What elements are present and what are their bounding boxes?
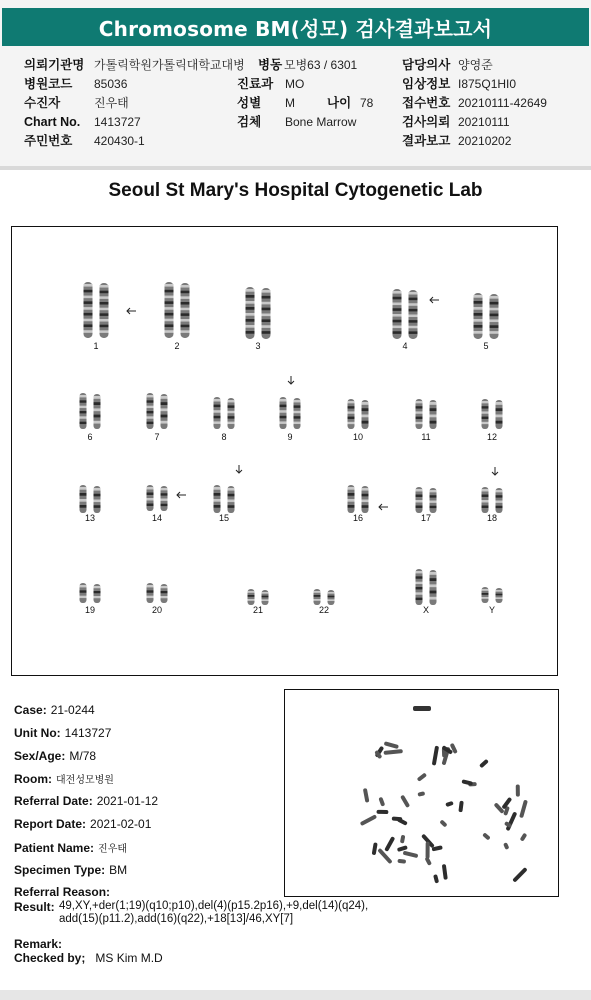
- chromosome-pair: [228, 398, 235, 429]
- chromosome-pair: [416, 569, 423, 605]
- report-title-bar: [2, 8, 589, 46]
- abnormality-arrow-icon: [492, 467, 498, 475]
- referral-date-line: [14, 794, 158, 808]
- info-value: 가톨릭학원가톨릭대학교대병: [94, 58, 245, 72]
- chromosome-label: 18: [486, 513, 498, 523]
- chromosome-pair: [165, 282, 174, 338]
- chromosome-label: 4: [402, 341, 408, 351]
- chromosome-pair: [94, 394, 101, 429]
- chromosome-pair: [161, 394, 168, 429]
- chromosome-label: 7: [154, 432, 160, 442]
- chromosome-label: 8: [221, 432, 227, 442]
- chromosome-label: 14: [151, 513, 163, 523]
- chromosome-pair: [161, 486, 168, 511]
- info-value: Bone Marrow: [285, 115, 357, 129]
- abnormality-arrow-icon: [236, 465, 242, 473]
- info-label: 접수번호: [402, 96, 451, 110]
- chromosome-label: 6: [87, 432, 93, 442]
- referral-reason-label: Referral Reason:: [14, 885, 111, 899]
- info-label: 수진자: [24, 96, 61, 110]
- chromosome-pair: [80, 485, 87, 513]
- report-date-value: 2021-02-01: [90, 817, 152, 831]
- chromosome-label: 22: [318, 605, 330, 615]
- chromosome-pair: [393, 289, 402, 339]
- info-label: Chart No.: [24, 115, 81, 129]
- age-label: 나이: [327, 96, 352, 110]
- chromosome-pair: [147, 393, 154, 429]
- info-value: 모병63 / 6301: [284, 58, 358, 72]
- chromosome-label: 20: [151, 605, 163, 615]
- chromosome-label: 10: [352, 432, 364, 442]
- info-row: [0, 74, 591, 94]
- metaphase-chromosomes: [360, 706, 528, 883]
- chromosome-label: 17: [420, 513, 432, 523]
- info-value: 20210202: [458, 134, 512, 148]
- info-value: 20210111: [458, 115, 510, 129]
- chromosome-label: 5: [483, 341, 489, 351]
- karyogram-panel: [11, 226, 558, 676]
- report-title: Chromosome BM(성모) 검사결과보고서: [98, 16, 493, 41]
- info-value: M: [285, 96, 295, 110]
- chromosome-pair: [430, 570, 437, 605]
- info-value: MO: [285, 77, 305, 91]
- referral-reason-line: [14, 885, 114, 899]
- chromosome-pair: [496, 488, 503, 513]
- unit-line: [14, 726, 111, 740]
- chromosome-pair: [416, 399, 423, 429]
- chromosome-label: 11: [421, 432, 431, 442]
- info-label: 성별: [237, 96, 262, 110]
- info-label: 담당의사: [402, 58, 451, 72]
- chromosome-label: 12: [486, 432, 498, 442]
- karyogram-image: [12, 227, 557, 675]
- remark-line: [14, 937, 66, 951]
- chromosome-pair: [262, 288, 271, 339]
- chromosome-pair: [416, 487, 423, 513]
- chromosome-pair: [80, 393, 87, 429]
- case-value: 21-0244: [50, 703, 95, 717]
- chromosome-label: X: [422, 605, 430, 615]
- patient-line: [14, 840, 127, 855]
- info-label: 병원코드: [24, 77, 73, 91]
- chromosome-pair: [348, 485, 355, 513]
- chromosome-pair: [430, 400, 437, 429]
- chromosome-label: 9: [287, 432, 293, 442]
- chromosome-pair: [248, 589, 255, 605]
- specimen-line: [14, 863, 127, 877]
- info-row: [0, 112, 591, 132]
- chromosome-pair: [262, 590, 269, 605]
- info-label: 결과보고: [402, 134, 451, 148]
- chromosome-label: 15: [218, 513, 230, 523]
- chromosome-label: 16: [352, 513, 364, 523]
- info-value: 85036: [94, 77, 128, 91]
- chromosome-pair: [80, 583, 87, 603]
- room-label: Room:: [14, 772, 52, 786]
- remark-label: Remark:: [14, 937, 63, 951]
- chromosome-label: 1: [93, 341, 99, 351]
- chromosome-pair: [328, 590, 335, 605]
- info-value: 진우태: [94, 96, 129, 110]
- lab-title: Seoul St Mary's Hospital Cytogenetic Lab: [108, 180, 483, 201]
- unit-label: Unit No:: [14, 726, 61, 740]
- chromosome-label: 21: [252, 605, 264, 615]
- report-date-line: [14, 817, 151, 831]
- info-value: 420430-1: [94, 134, 145, 148]
- unit-value: 1413727: [64, 726, 112, 740]
- chromosome-pair: [246, 287, 255, 339]
- chromosome-pair: [409, 290, 418, 339]
- abnormality-arrow-icon: [177, 492, 186, 498]
- patient-value: 진우태: [98, 844, 128, 855]
- result-line: [14, 900, 55, 914]
- info-label: 검체: [237, 115, 262, 129]
- chromosome-pair: [362, 400, 369, 429]
- chromosome-pair: [482, 587, 489, 603]
- info-row: [0, 93, 591, 113]
- patient-label: Patient Name:: [14, 841, 95, 855]
- chromosome-label: 13: [84, 513, 96, 523]
- chromosome-pair: [100, 283, 109, 338]
- abnormality-arrow-icon: [379, 504, 388, 510]
- room-value: 대전성모병원: [56, 775, 114, 786]
- room-line: [14, 771, 114, 786]
- case-label: Case:: [14, 703, 47, 717]
- report-date-label: Report Date:: [14, 817, 87, 831]
- info-value: I875Q1HI0: [458, 77, 517, 91]
- info-value: 1413727: [94, 115, 141, 129]
- info-label: 의뢰기관명: [24, 58, 85, 72]
- sexage-line: [14, 749, 96, 763]
- checked-value: MS Kim M.D: [95, 951, 163, 965]
- chromosome-pair: [348, 399, 355, 429]
- metaphase-image: [285, 690, 558, 896]
- chromosome-pair: [362, 486, 369, 513]
- chromosome-pair: [496, 400, 503, 429]
- specimen-label: Specimen Type:: [14, 863, 106, 877]
- checked-line: [14, 951, 163, 965]
- chromosome-pair: [482, 487, 489, 513]
- info-label: 주민번호: [24, 134, 73, 148]
- chromosome-pair: [84, 282, 93, 338]
- sexage-label: Sex/Age:: [14, 749, 66, 763]
- abnormality-arrow-icon: [430, 297, 439, 303]
- chromosome-label: Y: [488, 605, 496, 615]
- info-value: 20210111-42649: [458, 96, 547, 110]
- referral-date-label: Referral Date:: [14, 794, 93, 808]
- chromosome-pair: [214, 397, 221, 429]
- chromosome-pair: [294, 398, 301, 429]
- chromosome-pair: [482, 399, 489, 429]
- chromosome-pair: [228, 486, 235, 513]
- chromosome-pair: [430, 488, 437, 513]
- info-value: 양영준: [458, 58, 493, 72]
- specimen-value: BM: [109, 863, 128, 877]
- chromosome-pair: [147, 485, 154, 511]
- info-label: 검사의뢰: [402, 115, 451, 129]
- abnormality-arrow-icon: [288, 376, 294, 384]
- info-label: 병동: [258, 58, 283, 72]
- chromosome-label: 3: [255, 341, 261, 351]
- chromosome-pair: [314, 589, 321, 605]
- age-value: 78: [360, 96, 374, 110]
- chromosome-pair: [214, 485, 221, 513]
- sexage-value: M/78: [69, 749, 97, 763]
- karyotype-result: 49,XY,+der(1;19)(q10;p10),del(4)(p15.2p16),+9,del(14)(q24), add(15)(p11.2),add(16)(q22),+18[13]/46,XY[7]: [59, 900, 369, 925]
- info-row: [0, 55, 591, 75]
- referral-date-value: 2021-01-12: [96, 794, 159, 808]
- chromosome-pair: [161, 584, 168, 603]
- chromosome-pair: [474, 293, 483, 339]
- abnormality-arrow-icon: [127, 308, 136, 314]
- chromosome-pair: [280, 397, 287, 429]
- case-line: [14, 703, 95, 717]
- chromosome-label: 19: [84, 605, 96, 615]
- result-label: Result:: [14, 900, 55, 914]
- chromosome-pair: [147, 583, 154, 603]
- chromosome-pair: [94, 486, 101, 513]
- metaphase-panel: [284, 689, 559, 897]
- info-label: 진료과: [237, 77, 274, 91]
- bottom-strip: [0, 990, 591, 1000]
- chromosome-label: 2: [174, 341, 180, 351]
- patient-info-panel: [0, 55, 591, 165]
- chromosome-pair: [490, 294, 499, 339]
- chromosome-pair: [496, 588, 503, 603]
- info-row: [0, 131, 591, 151]
- chromosome-pair: [94, 584, 101, 603]
- checked-label: Checked by;: [14, 951, 86, 965]
- info-label: 임상정보: [402, 77, 451, 91]
- chromosome-pair: [181, 283, 190, 338]
